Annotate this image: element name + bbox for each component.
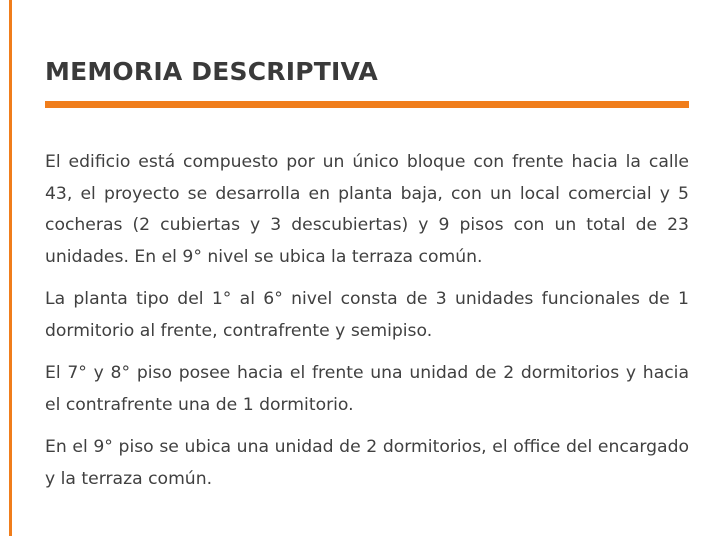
left-accent-border	[9, 0, 12, 536]
memoria-descriptiva-section	[45, 54, 689, 506]
title-underline-divider	[45, 101, 689, 108]
section-title: MEMORIA DESCRIPTIVA	[45, 57, 378, 86]
paragraph-typical-floor: La planta tipo del 1° al 6° nivel consta de 3 unidades funcionales de 1 dormitorio al frente, contrafrente y semipiso.	[45, 289, 689, 341]
description-body	[45, 147, 689, 495]
paragraph-floor-9: En el 9° piso se ubica una unidad de 2 dormitorios, el office del encargado y la terraza común.	[45, 437, 689, 489]
paragraph-building-overview: El edificio está compuesto por un único bloque con frente hacia la calle 43, el proyecto se desarrolla en planta baja, con un local comercial y 5 cocheras (2 cubiertas y 3 descubiertas) y 9 pisos con un total de 23 unidades. En el 9° nivel se ubica la terraza común.	[45, 152, 689, 267]
paragraph-floors-7-8: El 7° y 8° piso posee hacia el frente una unidad de 2 dormitorios y hacia el contrafrente una de 1 dormitorio.	[45, 363, 689, 415]
